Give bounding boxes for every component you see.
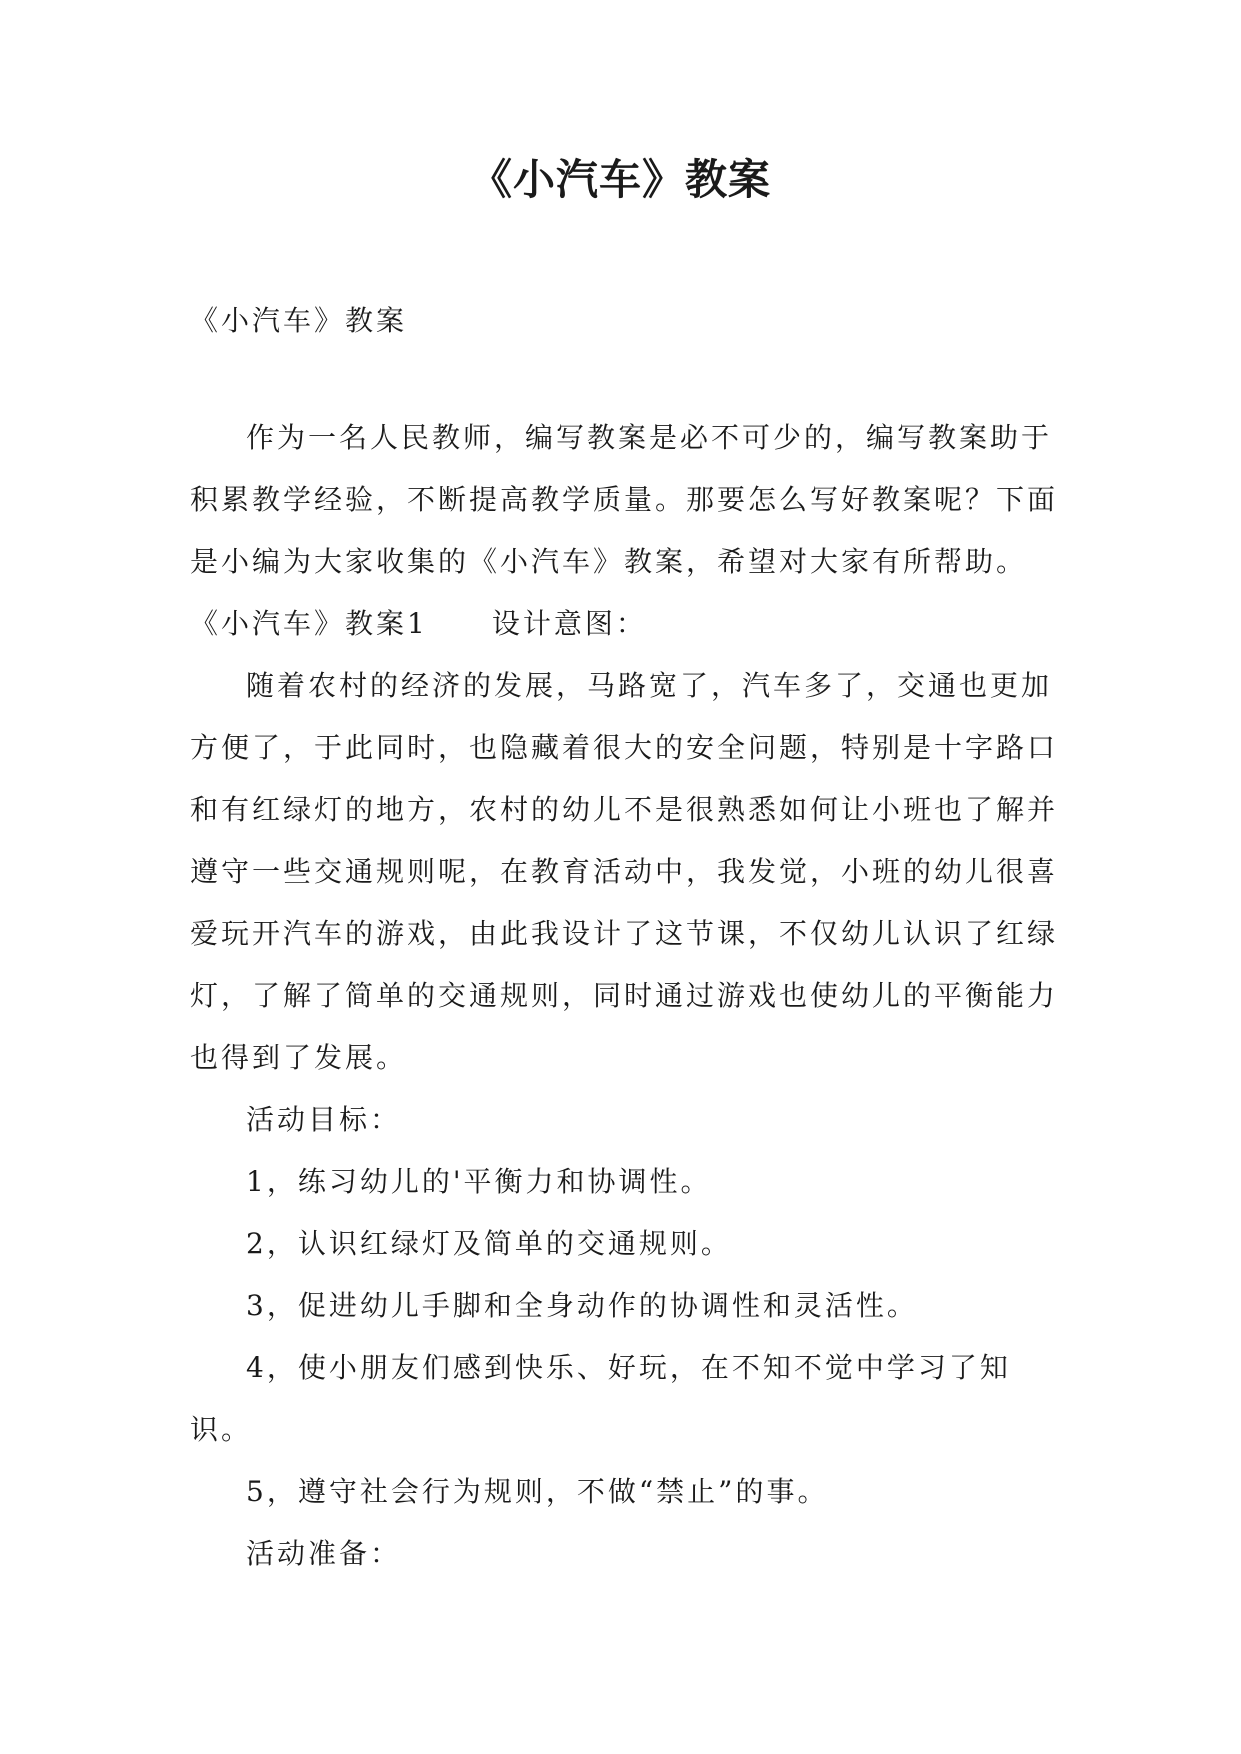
section-subheading: 设计意图：: [491, 607, 647, 640]
section-heading: 《小汽车》教案1: [190, 607, 428, 640]
page-title: 《小汽车》教案: [469, 155, 771, 204]
prep-heading: 活动准备：: [246, 1537, 402, 1570]
goal-item: 5，遵守社会行为规则，不做“禁止”的事。: [246, 1475, 829, 1508]
intro-paragraph: 作为一名人民教师，编写教案是必不可少的，编写教案助于积累教学经验，不断提高教学质量。那要怎么写好教案呢？下面是小编为大家收集的《小汽车》教案，希望对大家有所帮助。: [190, 421, 1059, 578]
document-body: [190, 290, 1070, 1585]
goal-item: 2，认识红绿灯及简单的交通规则。: [246, 1227, 732, 1260]
goals-heading: 活动目标：: [246, 1103, 402, 1136]
section-heading-line: [190, 593, 1070, 655]
goal-item: 1，练习幼儿的'平衡力和协调性。: [246, 1165, 712, 1198]
spacer: [190, 352, 1070, 407]
goal-item: 4，使小朋友们感到快乐、好玩，在不知不觉中学习了知识。: [190, 1351, 1011, 1446]
subtitle: 《小汽车》教案: [190, 304, 408, 337]
goal-item: 3，促进幼儿手脚和全身动作的协调性和灵活性。: [246, 1289, 918, 1322]
design-intent-paragraph: 随着农村的经济的发展，马路宽了，汽车多了，交通也更加方便了，于此同时，也隐藏着很大的安全问题，特别是十字路口和有红绿灯的地方，农村的幼儿不是很熟悉如何让小班也了解并遵守一些交通规则呢，在教育活动中，我发觉，小班的幼儿很喜爱玩开汽车的游戏，由此我设计了这节课，不仅幼儿认识了红绿灯，了解了简单的交通规则，同时通过游戏也使幼儿的平衡能力也得到了发展。: [190, 669, 1059, 1074]
